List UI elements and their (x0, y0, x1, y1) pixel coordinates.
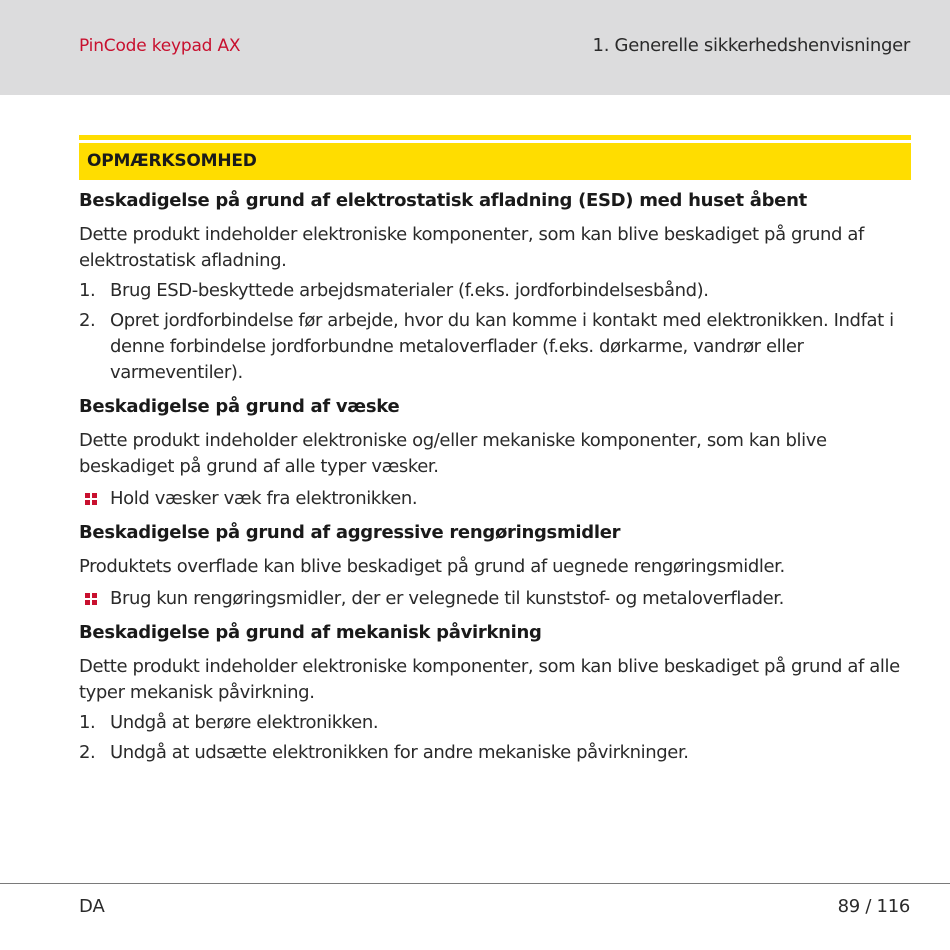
step-number: 1. (79, 712, 96, 733)
section-cleaning-agents (79, 520, 911, 612)
step-text: Undgå at berøre elektronikken. (110, 712, 379, 733)
step-text: Brug ESD-beskyttede arbejdsmaterialer (f.eks. jordforbindelsesbånd). (110, 280, 709, 301)
list-item (79, 740, 911, 766)
step-number: 2. (79, 742, 96, 763)
section-heading: Beskadigelse på grund af aggressive rengøringsmidler (79, 522, 621, 543)
section-liquid (79, 394, 911, 512)
step-number: 1. (79, 280, 96, 301)
language-code: DA (79, 896, 105, 917)
section-text: Dette produkt indeholder elektroniske komponenter, som kan blive beskadiget på grund af elektrostatisk afladning. (79, 224, 864, 271)
section-esd (79, 188, 911, 386)
list-item (79, 278, 911, 304)
chapter-title: 1. Generelle sikkerhedshenvisninger (592, 35, 910, 56)
page-content (79, 135, 911, 766)
section-heading: Beskadigelse på grund af mekanisk påvirkning (79, 622, 542, 643)
list-item (79, 486, 911, 512)
bullet-text: Hold væsker væk fra elektronikken. (110, 488, 418, 509)
step-text: Undgå at udsætte elektronikken for andre mekaniske påvirkninger. (110, 742, 689, 763)
step-text: Opret jordforbindelse før arbejde, hvor du kan komme i kontakt med elektronikken. Indfat i denne forbindelse jordforbundne metaloverflader (f.eks. dørkarme, vandrør eller varmeventiler). (110, 310, 894, 383)
page-header (0, 0, 950, 95)
section-mechanical (79, 620, 911, 766)
section-heading: Beskadigelse på grund af elektrostatisk afladning (ESD) med huset åbent (79, 190, 807, 211)
footer-divider (0, 883, 950, 884)
notice-banner (79, 135, 911, 180)
section-text: Produktets overflade kan blive beskadiget på grund af uegnede rengøringsmidler. (79, 556, 785, 577)
list-item (79, 308, 911, 386)
four-square-bullet-icon (85, 493, 98, 505)
section-text: Dette produkt indeholder elektroniske og/eller mekaniske komponenter, som kan blive beskadiget på grund af alle typer væsker. (79, 430, 827, 477)
section-text: Dette produkt indeholder elektroniske komponenter, som kan blive beskadiget på grund af alle typer mekanisk påvirkning. (79, 656, 900, 703)
section-heading: Beskadigelse på grund af væske (79, 396, 400, 417)
bullet-text: Brug kun rengøringsmidler, der er velegnede til kunststof- og metaloverflader. (110, 588, 784, 609)
product-name: PinCode keypad AX (79, 36, 241, 56)
step-number: 2. (79, 310, 96, 331)
page-number: 89 / 116 (837, 896, 910, 917)
notice-title: OPMÆRKSOMHED (87, 151, 257, 171)
list-item (79, 710, 911, 736)
list-item (79, 586, 911, 612)
four-square-bullet-icon (85, 593, 98, 605)
